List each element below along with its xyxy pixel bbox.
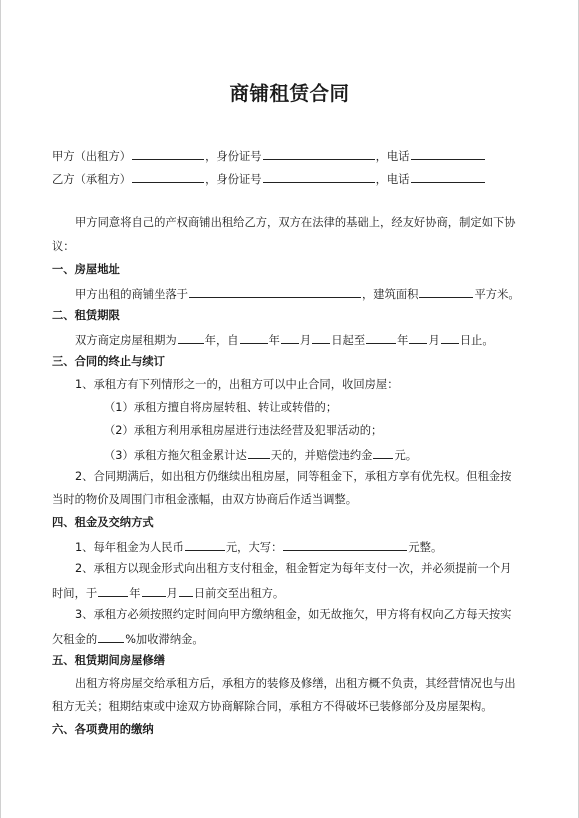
arrears-days-blank[interactable] xyxy=(248,447,270,459)
due-year-blank[interactable] xyxy=(98,585,128,597)
annual-rent-label: 1、每年租金为人民币 xyxy=(75,541,184,554)
section-4-heading: 四、租金及交纳方式 xyxy=(52,516,154,529)
intro-line-1: 甲方同意将自己的产权商铺出租给乙方，双方在法律的基础上，经友好协商，制定如下协 xyxy=(75,216,516,229)
start-year-unit: 年 xyxy=(268,334,280,347)
party-b-phone-blank[interactable] xyxy=(411,171,485,183)
section-3-item-2: （2）承租方利用承租房屋进行违法经营及犯罪活动的； xyxy=(104,424,383,437)
term-label: 双方商定房屋租期为 xyxy=(75,334,177,347)
end-day-blank[interactable] xyxy=(441,332,459,344)
section-3-item-3 xyxy=(104,447,417,463)
penalty-unit: 元。 xyxy=(394,449,418,462)
end-year-unit: 年 xyxy=(397,334,409,347)
penalty-amount-blank[interactable] xyxy=(373,447,393,459)
address-label: 甲方出租的商铺坐落于 xyxy=(75,288,188,301)
late-fee-unit: %加收滞纳金。 xyxy=(125,633,204,646)
intro-line-2: 议： xyxy=(52,240,75,253)
start-day-unit: 日起至 xyxy=(331,334,366,347)
end-month-unit: 月 xyxy=(428,334,440,347)
start-day-blank[interactable] xyxy=(312,332,330,344)
term-from-label: 年，自 xyxy=(204,334,239,347)
section-2-heading: 二、租赁期限 xyxy=(52,309,120,322)
party-a-phone-label: ，电话 xyxy=(375,150,410,163)
start-year-blank[interactable] xyxy=(240,332,268,344)
address-blank[interactable] xyxy=(189,286,361,298)
section-5-heading: 五、租赁期间房屋修缮 xyxy=(52,654,165,667)
section-4-clause-2-line-1: 2、承租方以现金形式向出租方支付租金，租金暂定为每年支付一次，并必须提前一个月 xyxy=(75,562,512,575)
party-b-phone-label: ，电话 xyxy=(375,173,410,186)
party-a-label: 甲方（出租方） xyxy=(52,150,132,163)
term-years-blank[interactable] xyxy=(178,332,204,344)
party-b-line xyxy=(52,171,486,187)
party-a-line xyxy=(52,148,486,164)
start-month-unit: 月 xyxy=(299,334,312,347)
party-a-name-blank[interactable] xyxy=(132,148,204,160)
end-year-blank[interactable] xyxy=(366,332,396,344)
section-4-clause-3-line-1: 3、承租方必须按照约定时间向甲方缴纳租金，如无故拖欠，甲方将有权向乙方每天按实 xyxy=(75,608,512,621)
party-b-id-label: ，身份证号 xyxy=(205,173,262,186)
section-4-clause-3-line-2 xyxy=(52,631,204,647)
due-year-unit: 年 xyxy=(129,587,141,600)
due-day-unit: 日前交至出租方。 xyxy=(193,587,285,600)
section-5-line-1: 出租方将房屋交给承租方后，承租方的装修及修缮，出租方概不负责，其经营情况也与出 xyxy=(75,677,516,690)
section-2-text xyxy=(75,332,494,348)
rent-uppercase-label: 元，大写： xyxy=(225,541,283,554)
section-4-clause-2-line-2 xyxy=(52,585,284,601)
area-unit: 平方米。 xyxy=(474,288,520,301)
section-3-clause-2-line-1: 2、合同期满后，如出租方仍继续出租房屋，同等租金下，承租方享有优先权。但租金按 xyxy=(75,470,512,483)
party-b-id-blank[interactable] xyxy=(263,171,375,183)
section-3-clause-1: 1、承租方有下列情形之一的，出租方可以中止合同，收回房屋： xyxy=(75,378,399,391)
due-month-unit: 月 xyxy=(166,587,178,600)
late-fee-percent-blank[interactable] xyxy=(98,631,124,643)
party-b-name-blank[interactable] xyxy=(132,171,204,183)
annual-rent-blank[interactable] xyxy=(185,539,225,551)
rent-uppercase-blank[interactable] xyxy=(283,539,407,551)
section-1-heading: 一、房屋地址 xyxy=(52,263,120,276)
due-day-blank[interactable] xyxy=(179,585,193,597)
due-month-blank[interactable] xyxy=(142,585,166,597)
section-3-heading: 三、合同的终止与续订 xyxy=(52,355,165,368)
section-1-text xyxy=(75,286,520,302)
party-a-id-label: ，身份证号 xyxy=(205,150,262,163)
party-b-label: 乙方（承租方） xyxy=(52,173,132,186)
section-4-clause-1 xyxy=(75,539,442,555)
section-3-clause-2-line-2: 当时的物价及周围门市租金涨幅，由双方协商后作适当调整。 xyxy=(52,493,358,506)
party-a-phone-blank[interactable] xyxy=(411,148,485,160)
document-title: 商铺租赁合同 xyxy=(229,82,350,105)
page-edge-left xyxy=(0,0,1,818)
section-6-heading: 六、各项费用的缴纳 xyxy=(52,723,154,736)
start-month-blank[interactable] xyxy=(281,332,299,344)
area-label: ，建筑面积 xyxy=(361,288,419,301)
rent-unit: 元整。 xyxy=(408,541,443,554)
due-label: 时间，于 xyxy=(52,587,98,600)
end-month-blank[interactable] xyxy=(409,332,427,344)
late-fee-label: 欠租金的 xyxy=(52,633,98,646)
section-5-line-2: 租方无关；租期结束或中途双方协商解除合同，承租方不得破坏已装修部分及房屋架构。 xyxy=(52,700,493,713)
end-day-unit: 日止。 xyxy=(459,334,494,347)
penalty-label: 天的，并赔偿违约金 xyxy=(270,449,373,462)
section-3-item-1: （1）承租方擅自将房屋转租、转让或转借的； xyxy=(104,401,338,414)
area-blank[interactable] xyxy=(419,286,473,298)
party-a-id-blank[interactable] xyxy=(263,148,375,160)
arrears-label: （3）承租方拖欠租金累计达 xyxy=(104,449,247,462)
